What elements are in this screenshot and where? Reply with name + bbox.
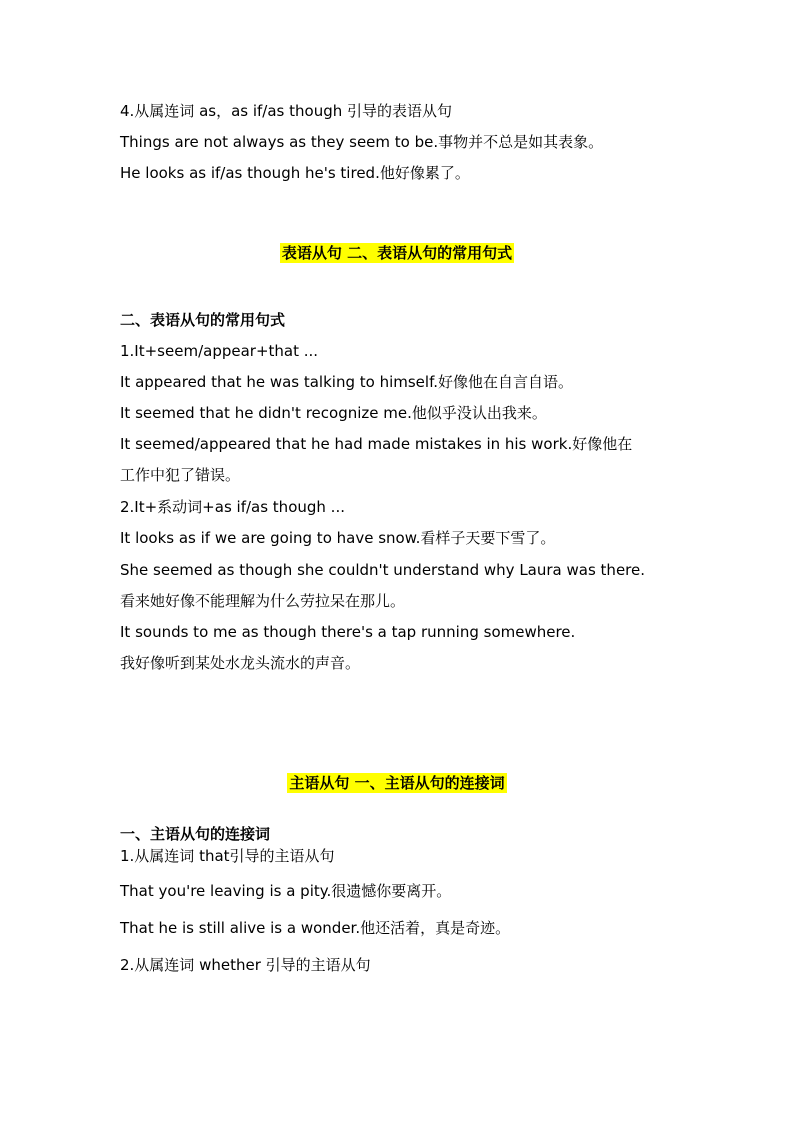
section3-highlight-text: 主语从句 一、主语从句的连接词	[289, 774, 505, 792]
section1-line-1: Things are not always as they seem to be.事物并不总是如其表象。	[120, 133, 604, 151]
section1-line-2: He looks as if/as though he's tired.他好像累了。	[120, 164, 470, 182]
section1-heading: 4.从属连词 as，as if/as though 引导的表语从句	[120, 102, 453, 120]
section2-highlight-title	[0, 241, 794, 265]
section3-line-2: That you're leaving is a pity.很遗憾你要离开。	[120, 882, 452, 900]
section2-line-7: It looks as if we are going to have snow.看样子天要下雪了。	[120, 529, 556, 547]
section2-highlight-text: 表语从句 二、表语从句的常用句式	[281, 244, 513, 262]
section2-line-5: 工作中犯了错误。	[120, 466, 241, 484]
section2-line-9: 看来她好像不能理解为什么劳拉呆在那儿。	[120, 592, 406, 610]
section2-subheading: 二、表语从句的常用句式	[120, 311, 286, 329]
section2-line-11: 我好像听到某处水龙头流水的声音。	[120, 654, 361, 672]
section3-line-1: 1.从属连词 that引导的主语从句	[120, 847, 335, 865]
section2-line-4: It seemed/appeared that he had made mistakes in his work.好像他在	[120, 435, 633, 453]
section2-line-10: It sounds to me as though there's a tap running somewhere.	[120, 623, 576, 641]
section2-line-3: It seemed that he didn't recognize me.他似乎没认出我来。	[120, 404, 547, 422]
section3-line-3: That he is still alive is a wonder.他还活着，真是奇迹。	[120, 919, 511, 937]
section2-line-8: She seemed as though she couldn't understand why Laura was there.	[120, 561, 645, 579]
section2-line-2: It appeared that he was talking to himself.好像他在自言自语。	[120, 373, 574, 391]
section2-line-1: 1.It+seem/appear+that ...	[120, 342, 319, 360]
section2-line-6: 2.It+系动词+as if/as though ...	[120, 498, 345, 516]
section3-line-4: 2.从属连词 whether 引导的主语从句	[120, 956, 371, 974]
section3-subheading: 一、主语从句的连接词	[120, 825, 271, 843]
section3-highlight-title	[0, 771, 794, 795]
